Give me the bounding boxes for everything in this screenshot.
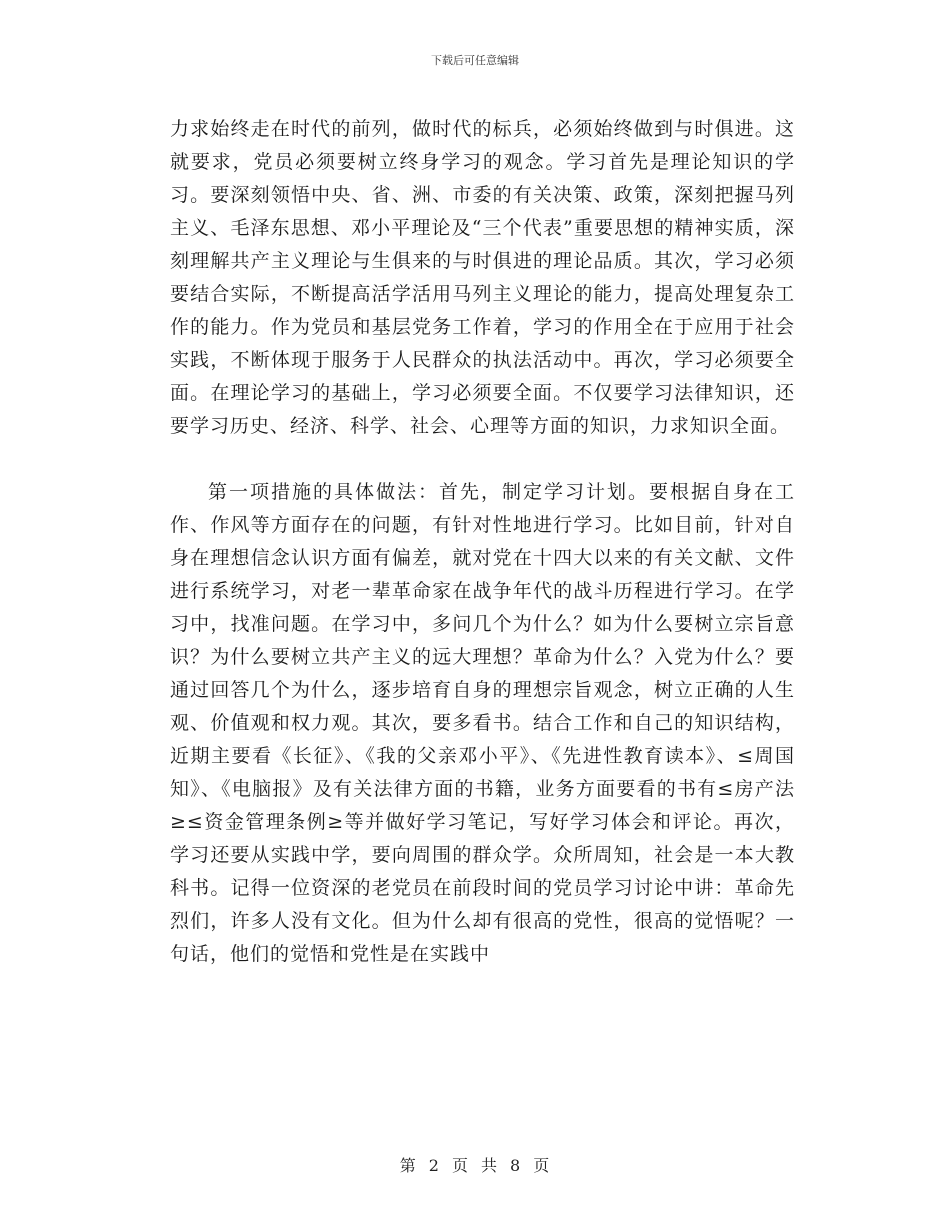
current-page-number: 2 (428, 1156, 440, 1175)
page-footer (0, 1153, 950, 1176)
total-pages-number: 8 (510, 1156, 522, 1175)
paragraph-1: 力求始终走在时代的前列，做时代的标兵，必须始终做到与时俱进。这就要求，党员必须要树立终身学习的观念。学习首先是理论知识的学习。要深刻领悟中央、省、洲、市委的有关决策、政策，深刻把握马列主义、毛泽东思想、邓小平理论及“三个代表”重要思想的精神实质，深刻理解共产主义理论与生俱来的与时俱进的理论品质。其次，学习必须要结合实际，不断提高活学活用马列主义理论的能力，提高处理复杂工作的能力。作为党员和基层党务工作着，学习的作用全在于应用于社会实践，不断体现于服务于人民群众的执法活动中。再次，学习必须要全面。在理论学习的基础上，学习必须要全面。不仅要学习法律知识，还要学习历史、经济、科学、社会、心理等方面的知识，力求知识全面。 (170, 118, 795, 437)
footer-suffix: 页 (533, 1156, 551, 1175)
footer-total-label: 共 (481, 1156, 499, 1175)
page-header: 下载后可任意编辑 (431, 54, 519, 67)
paragraph-2: 第一项措施的具体做法：首先，制定学习计划。要根据自身在工作、作风等方面存在的问题，有针对性地进行学习。比如目前，针对自身在理想信念认识方面有偏差，就对党在十四大以来的有关文献、文件进行系统学习，对老一辈革命家在战争年代的战斗历程进行学习。在学习中，找准问题。在学习中，多问几个为什么？如为什么要树立宗旨意识？为什么要树立共产主义的远大理想？革命为什么？入党为什么？要通过回答几个为什么，逐步培育自身的理想宗旨观念，树立正确的人生观、价值观和权力观。其次，要多看书。结合工作和自己的知识结构，近期主要看《长征》、《我的父亲邓小平》、《先进性教育读本》、≤周国知》、《电脑报》及有关法律方面的书籍，业务方面要看的书有≤房产法≥≤资金管理条例≥等并做好学习笔记，写好学习体会和评论。再次，学习还要从实践中学，要向周围的群众学。众所周知，社会是一本大教科书。记得一位资深的老党员在前段时间的党员学习讨论中讲：革命先烈们，许多人没有文化。但为什么却有很高的党性，很高的觉悟呢？一句话，他们的觉悟和党性是在实践中 (170, 481, 795, 965)
document-body (170, 113, 795, 971)
footer-page-label: 页 (451, 1156, 469, 1175)
footer-prefix: 第 (399, 1156, 417, 1175)
